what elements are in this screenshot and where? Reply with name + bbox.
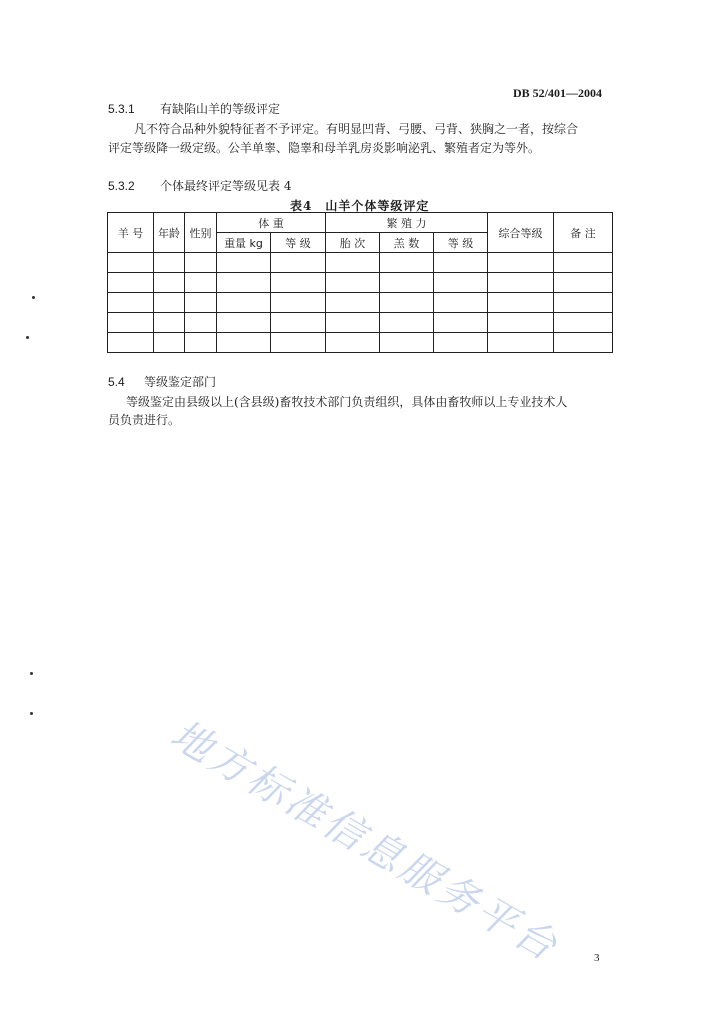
section-number: 5.3.2 [108, 179, 135, 193]
table-cell [271, 333, 326, 353]
table-cell [380, 293, 434, 313]
section-number: 5.3.1 [108, 102, 135, 116]
table-cell [271, 273, 326, 293]
table-cell [154, 273, 185, 293]
paragraph-line: 评定等级降一级定级。公羊单睾、隐睾和母羊乳房炎影响泌乳、繁殖者定为等外。 [108, 141, 541, 155]
table-cell [554, 273, 613, 293]
table-cell [326, 253, 380, 273]
table-cell [434, 273, 488, 293]
page-number: 3 [594, 952, 600, 964]
table-cell [217, 273, 271, 293]
col-header-repro-grade: 等 级 [434, 233, 488, 253]
table-cell [154, 293, 185, 313]
table-cell [326, 293, 380, 313]
table-cell [108, 273, 154, 293]
scan-speck [30, 672, 33, 675]
table-cell [488, 253, 554, 273]
table-cell [554, 253, 613, 273]
table-cell [434, 313, 488, 333]
table-caption: 表4 山羊个体等级评定 [290, 199, 430, 213]
table-cell [380, 313, 434, 333]
table-cell [108, 333, 154, 353]
table-cell [154, 333, 185, 353]
table-cell [326, 273, 380, 293]
table-row [108, 253, 613, 273]
table-cell [380, 253, 434, 273]
table-cell [185, 313, 217, 333]
table-cell [185, 293, 217, 313]
table-cell [488, 333, 554, 353]
section-number: 5.4 [108, 375, 125, 389]
scan-speck [26, 336, 29, 339]
table-cell [271, 293, 326, 313]
table-cell [434, 253, 488, 273]
col-header-remark: 备 注 [554, 213, 613, 253]
table-cell [185, 333, 217, 353]
table-cell [271, 313, 326, 333]
table-cell [185, 273, 217, 293]
table-cell [554, 293, 613, 313]
table-cell [154, 313, 185, 333]
section-heading-5-3-1 [108, 100, 280, 117]
table-row [108, 273, 613, 293]
section-title: 个体最终评定等级见表 4 [160, 179, 292, 193]
col-header-overall: 综合等级 [488, 213, 554, 253]
section-heading-5-4 [108, 373, 216, 390]
table-cell [271, 253, 326, 273]
goat-grade-table [107, 212, 613, 353]
paragraph-line: 员负责进行。 [108, 413, 181, 427]
watermark: 地方标准信息服务平台 [162, 711, 567, 972]
table-cell [108, 253, 154, 273]
col-header-litter: 羔 数 [380, 233, 434, 253]
table-cell [217, 333, 271, 353]
table-row [108, 313, 613, 333]
table-cell [154, 253, 185, 273]
table-cell [554, 313, 613, 333]
table-cell [488, 293, 554, 313]
col-header-weight-grade: 等 级 [271, 233, 326, 253]
table-cell [488, 273, 554, 293]
table-cell [554, 333, 613, 353]
table-cell [108, 293, 154, 313]
scan-speck [32, 296, 35, 299]
table-row [108, 333, 613, 353]
col-header-weight: 体 重 [217, 213, 326, 233]
paragraph-line: 凡不符合品种外貌特征者不予评定。有明显凹背、弓腰、弓背、狭胸之一者，按综合 [134, 122, 579, 136]
col-header-parity: 胎 次 [326, 233, 380, 253]
scan-speck [30, 712, 33, 715]
table-row [108, 293, 613, 313]
table-cell [217, 253, 271, 273]
section-title: 等级鉴定部门 [144, 375, 217, 389]
table-cell [326, 333, 380, 353]
table-cell [326, 313, 380, 333]
col-header-id: 羊 号 [108, 213, 154, 253]
table-cell [380, 273, 434, 293]
table-cell [434, 293, 488, 313]
table-cell [217, 293, 271, 313]
table-cell [185, 253, 217, 273]
col-header-weight-kg: 重量 kg [217, 233, 271, 253]
paragraph-line: 等级鉴定由县级以上(含县级)畜牧技术部门负责组织，具体由畜牧师以上专业技术人 [126, 395, 568, 409]
table-cell [488, 313, 554, 333]
col-header-age: 年龄 [154, 213, 185, 253]
table-cell [380, 333, 434, 353]
section-title: 有缺陷山羊的等级评定 [160, 102, 281, 116]
col-header-sex: 性别 [185, 213, 217, 253]
col-header-repro: 繁 殖 力 [326, 213, 488, 233]
table-cell [434, 333, 488, 353]
table-cell [217, 313, 271, 333]
document-code: DB 52/401—2004 [512, 86, 602, 100]
section-heading-5-3-2 [108, 177, 291, 194]
table-cell [108, 313, 154, 333]
